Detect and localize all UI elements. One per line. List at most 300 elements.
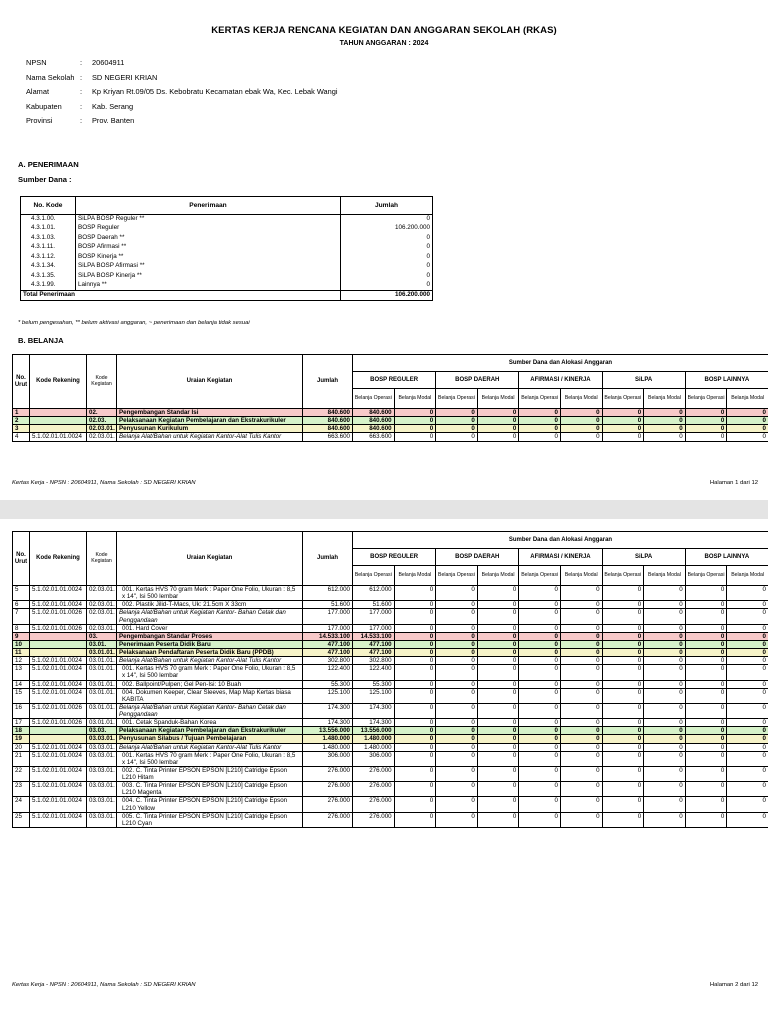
row-alokasi-value: 0	[602, 433, 644, 441]
penerimaan-total-row	[21, 291, 433, 301]
row-kode-rekening: 5.1.02.01.01.0024	[30, 665, 87, 680]
header-belanja-modal: Belanja Modal	[644, 389, 686, 409]
header-group: AFIRMASI / KINERJA	[519, 549, 602, 566]
row-alokasi-value: 0	[685, 727, 727, 735]
belanja-row	[13, 727, 768, 735]
penerimaan-amount: 106.200.000	[341, 224, 433, 234]
row-alokasi-value: 174.300	[353, 719, 395, 727]
row-no: 16	[13, 703, 30, 718]
row-no: 11	[13, 649, 30, 657]
row-kode-rekening: 5.1.02.01.01.0024	[30, 657, 87, 665]
row-kode-kegiatan: 03.	[87, 632, 117, 640]
row-kode-rekening	[30, 727, 87, 735]
row-no: 4	[13, 433, 30, 441]
row-alokasi-value: 0	[436, 640, 478, 648]
row-alokasi-value: 13.556.000	[353, 727, 395, 735]
row-alokasi-value: 0	[560, 812, 602, 827]
row-jumlah: 13.556.000	[303, 727, 353, 735]
row-alokasi-value: 0	[727, 657, 768, 665]
row-alokasi-value: 0	[685, 782, 727, 797]
row-kode-rekening: 5.1.02.01.01.0024	[30, 601, 87, 609]
row-uraian: 001. Cetak Spanduk-Bahan Korea	[117, 719, 303, 727]
belanja-table-page-1	[12, 354, 768, 442]
penerimaan-code: 4.3.1.34.	[21, 262, 76, 272]
row-alokasi-value: 0	[685, 735, 727, 743]
row-alokasi-value: 177.000	[353, 624, 395, 632]
row-alokasi-value: 0	[519, 665, 561, 680]
row-alokasi-value: 0	[519, 586, 561, 601]
row-alokasi-value: 0	[602, 657, 644, 665]
row-uraian: Pengembangan Standar Isi	[117, 409, 303, 417]
row-no: 15	[13, 688, 30, 703]
row-kode-rekening: 5.1.02.01.01.0024	[30, 586, 87, 601]
row-alokasi-value: 0	[519, 727, 561, 735]
row-alokasi-value: 0	[436, 601, 478, 609]
school-info	[26, 58, 338, 131]
row-alokasi-value: 0	[560, 665, 602, 680]
row-kode-kegiatan: 02.03.01.	[87, 601, 117, 609]
row-alokasi-value: 0	[602, 743, 644, 751]
header-jumlah: Jumlah	[341, 197, 433, 215]
penerimaan-code: 4.3.1.35.	[21, 272, 76, 282]
row-alokasi-value: 0	[602, 409, 644, 417]
header-group: BOSP LAINNYA	[685, 372, 768, 389]
row-alokasi-value: 0	[394, 782, 436, 797]
row-alokasi-value: 0	[602, 766, 644, 781]
row-alokasi-value: 0	[602, 640, 644, 648]
row-alokasi-value: 0	[477, 632, 519, 640]
row-alokasi-value: 0	[727, 766, 768, 781]
row-uraian: 003. C. Tinta Printer EPSON EPSON [L210] Catridge Epson L210 Magenta	[117, 782, 303, 797]
belanja-row	[13, 797, 768, 812]
row-kode-rekening	[30, 632, 87, 640]
row-uraian: Pengembangan Standar Proses	[117, 632, 303, 640]
row-no: 21	[13, 751, 30, 766]
row-jumlah: 174.300	[303, 703, 353, 718]
row-alokasi-value: 0	[477, 657, 519, 665]
belanja-row	[13, 735, 768, 743]
row-alokasi-value: 0	[394, 680, 436, 688]
row-alokasi-value: 0	[560, 601, 602, 609]
row-alokasi-value: 0	[394, 433, 436, 441]
row-alokasi-value: 0	[394, 727, 436, 735]
penerimaan-code: 4.3.1.11.	[21, 243, 76, 253]
belanja-row	[13, 586, 768, 601]
row-alokasi-value: 0	[560, 719, 602, 727]
row-kode-kegiatan: 03.03.	[87, 727, 117, 735]
row-alokasi-value: 0	[727, 425, 768, 433]
section-b-title: B. BELANJA	[18, 336, 64, 345]
row-no: 18	[13, 727, 30, 735]
row-kode-rekening: 5.1.02.01.01.0026	[30, 624, 87, 632]
row-alokasi-value: 0	[519, 409, 561, 417]
row-alokasi-value: 14.533.100	[353, 632, 395, 640]
row-alokasi-value: 0	[685, 417, 727, 425]
row-alokasi-value: 0	[602, 751, 644, 766]
row-alokasi-value: 0	[519, 640, 561, 648]
penerimaan-name: Lainnya **	[76, 281, 341, 291]
row-no: 2	[13, 417, 30, 425]
row-no: 25	[13, 812, 30, 827]
row-kode-kegiatan: 02.03.01.	[87, 425, 117, 433]
row-no: 5	[13, 586, 30, 601]
row-alokasi-value: 0	[560, 703, 602, 718]
row-alokasi-value: 0	[436, 657, 478, 665]
row-kode-rekening: 5.1.02.01.01.0024	[30, 433, 87, 441]
row-alokasi-value: 0	[477, 433, 519, 441]
row-alokasi-value: 0	[436, 433, 478, 441]
document-page-1	[0, 0, 768, 500]
row-alokasi-value: 0	[560, 680, 602, 688]
row-alokasi-value: 0	[644, 417, 686, 425]
row-alokasi-value: 0	[519, 735, 561, 743]
row-alokasi-value: 0	[602, 601, 644, 609]
header-sumber-dana: Sumber Dana dan Alokasi Anggaran	[353, 532, 768, 549]
info-row-provinsi: Provinsi : Prov. Banten	[26, 116, 135, 125]
row-alokasi-value: 0	[394, 703, 436, 718]
row-alokasi-value: 0	[519, 624, 561, 632]
row-alokasi-value: 0	[685, 425, 727, 433]
row-alokasi-value: 0	[477, 766, 519, 781]
penerimaan-code: 4.3.1.03.	[21, 234, 76, 244]
row-alokasi-value: 0	[394, 425, 436, 433]
row-alokasi-value: 0	[602, 797, 644, 812]
header-group: AFIRMASI / KINERJA	[519, 372, 602, 389]
row-alokasi-value: 663.600	[353, 433, 395, 441]
row-alokasi-value: 0	[602, 680, 644, 688]
header-belanja-modal: Belanja Modal	[644, 566, 686, 586]
belanja-row	[13, 782, 768, 797]
penerimaan-name: SiLPA BOSP Reguler **	[76, 215, 341, 225]
row-alokasi-value: 0	[436, 782, 478, 797]
belanja-row	[13, 609, 768, 624]
row-jumlah: 1.480.000	[303, 735, 353, 743]
row-no: 10	[13, 640, 30, 648]
belanja-row	[13, 624, 768, 632]
belanja-row	[13, 632, 768, 640]
row-alokasi-value: 0	[644, 601, 686, 609]
row-alokasi-value: 0	[644, 782, 686, 797]
row-uraian: Belanja Alat/Bahan untuk Kegiatan Kantor- Bahan Cetak dan Penggandaan	[117, 703, 303, 718]
row-alokasi-value: 0	[477, 601, 519, 609]
row-alokasi-value: 0	[644, 665, 686, 680]
row-alokasi-value: 0	[477, 688, 519, 703]
row-alokasi-value: 0	[727, 601, 768, 609]
row-alokasi-value: 0	[394, 766, 436, 781]
row-uraian: Penyusunan Silabus / Tujuan Pembelajaran	[117, 735, 303, 743]
row-alokasi-value: 0	[685, 632, 727, 640]
row-alokasi-value: 0	[560, 727, 602, 735]
penerimaan-amount: 0	[341, 281, 433, 291]
row-alokasi-value: 0	[727, 680, 768, 688]
row-alokasi-value: 0	[727, 632, 768, 640]
row-kode-kegiatan: 03.01.01.	[87, 657, 117, 665]
belanja-row	[13, 766, 768, 781]
row-alokasi-value: 0	[477, 703, 519, 718]
belanja-row	[13, 601, 768, 609]
header-group: BOSP LAINNYA	[685, 549, 768, 566]
row-kode-kegiatan: 03.03.01.	[87, 782, 117, 797]
penerimaan-amount: 0	[341, 253, 433, 263]
row-alokasi-value: 0	[436, 719, 478, 727]
row-alokasi-value: 0	[644, 649, 686, 657]
row-no: 13	[13, 665, 30, 680]
row-alokasi-value: 177.000	[353, 609, 395, 624]
header-group: SiLPA	[602, 372, 685, 389]
row-alokasi-value: 0	[727, 719, 768, 727]
row-alokasi-value: 0	[560, 743, 602, 751]
row-alokasi-value: 0	[602, 782, 644, 797]
row-alokasi-value: 0	[602, 665, 644, 680]
footnote: * belum pengesahan, ** belum aktivasi anggaran, ~ penerimaan dan belanja tidak sesuai	[18, 320, 250, 326]
page-footer: Kertas Kerja - NPSN : 20604911, Nama Sekolah : SD NEGERI KRIAN Halaman 1 dari 12	[12, 480, 758, 486]
header-uraian: Uraian Kegiatan	[117, 355, 303, 409]
info-row-kabupaten: Kabupaten : Kab. Serang	[26, 101, 134, 111]
row-alokasi-value: 0	[602, 688, 644, 703]
row-alokasi-value: 0	[685, 640, 727, 648]
info-row-alamat: Alamat : Kp Kriyan Rt.09/05 Ds. Kebobratu Kecamatan ebak Wa, Kec. Lebak Wangi	[26, 87, 338, 96]
row-jumlah: 306.000	[303, 751, 353, 766]
row-uraian: 001. Kertas HVS 70 gram Merk : Paper One Folio, Ukuran : 8,5 x 14", Isi 500 lembar	[117, 665, 303, 680]
row-uraian: 002. Ballpoint/Pulpen; Gel Pen-Isi: 10 Buah	[117, 680, 303, 688]
row-alokasi-value: 0	[685, 703, 727, 718]
row-alokasi-value: 276.000	[353, 782, 395, 797]
penerimaan-row	[21, 253, 433, 263]
row-alokasi-value: 276.000	[353, 812, 395, 827]
penerimaan-name: BOSP Afirmasi **	[76, 243, 341, 253]
row-uraian: 004. C. Tinta Printer EPSON EPSON [L210] Catridge Epson L210 Yellow	[117, 797, 303, 812]
row-alokasi-value: 0	[519, 649, 561, 657]
row-alokasi-value: 0	[477, 425, 519, 433]
row-jumlah: 276.000	[303, 812, 353, 827]
row-alokasi-value: 840.600	[353, 417, 395, 425]
row-alokasi-value: 0	[436, 632, 478, 640]
penerimaan-row	[21, 243, 433, 253]
row-alokasi-value: 0	[394, 665, 436, 680]
penerimaan-row	[21, 215, 433, 225]
row-alokasi-value: 0	[685, 719, 727, 727]
row-alokasi-value: 0	[394, 409, 436, 417]
row-uraian: Penerimaan Peserta Didik Baru	[117, 640, 303, 648]
belanja-row	[13, 743, 768, 751]
belanja-row	[13, 719, 768, 727]
row-alokasi-value: 0	[685, 766, 727, 781]
row-kode-rekening	[30, 425, 87, 433]
row-alokasi-value: 0	[436, 797, 478, 812]
row-alokasi-value: 0	[727, 812, 768, 827]
row-uraian: Belanja Alat/Bahan untuk Kegiatan Kantor-Alat Tulis Kantor	[117, 433, 303, 441]
row-alokasi-value: 0	[727, 735, 768, 743]
belanja-row	[13, 640, 768, 648]
row-kode-rekening	[30, 409, 87, 417]
row-kode-kegiatan: 02.03.01.	[87, 609, 117, 624]
penerimaan-row	[21, 272, 433, 282]
row-alokasi-value: 0	[477, 586, 519, 601]
row-uraian: Belanja Alat/Bahan untuk Kegiatan Kantor- Bahan Cetak dan Penggandaan	[117, 609, 303, 624]
row-uraian: 001. Kertas HVS 70 gram Merk : Paper One Folio, Ukuran : 8,5 x 14", Isi 500 lembar	[117, 751, 303, 766]
section-a-title: A. PENERIMAAN	[18, 160, 79, 169]
row-alokasi-value: 0	[560, 649, 602, 657]
row-alokasi-value: 0	[436, 688, 478, 703]
row-alokasi-value: 0	[477, 409, 519, 417]
row-jumlah: 477.100	[303, 640, 353, 648]
header-group: BOSP DAERAH	[436, 549, 519, 566]
page-separator	[0, 500, 768, 519]
row-alokasi-value: 0	[602, 632, 644, 640]
row-alokasi-value: 0	[685, 812, 727, 827]
penerimaan-code: 4.3.1.99.	[21, 281, 76, 291]
row-no: 6	[13, 601, 30, 609]
row-jumlah: 177.000	[303, 624, 353, 632]
row-alokasi-value: 0	[727, 665, 768, 680]
row-uraian: Pelaksanaan Kegiatan Pembelajaran dan Ekstrakurikuler	[117, 727, 303, 735]
row-alokasi-value: 0	[727, 433, 768, 441]
row-alokasi-value: 0	[477, 665, 519, 680]
row-alokasi-value: 0	[602, 727, 644, 735]
row-jumlah: 122.400	[303, 665, 353, 680]
row-alokasi-value: 306.000	[353, 751, 395, 766]
row-alokasi-value: 477.100	[353, 649, 395, 657]
row-uraian: 005. C. Tinta Printer EPSON EPSON [L210] Catridge Epson L210 Cyan	[117, 812, 303, 827]
row-alokasi-value: 0	[436, 649, 478, 657]
belanja-row	[13, 665, 768, 680]
row-alokasi-value: 0	[685, 743, 727, 751]
row-kode-rekening: 5.1.02.01.01.0024	[30, 688, 87, 703]
row-alokasi-value: 0	[519, 657, 561, 665]
row-alokasi-value: 0	[727, 586, 768, 601]
row-alokasi-value: 0	[560, 766, 602, 781]
row-alokasi-value: 0	[685, 409, 727, 417]
row-kode-rekening: 5.1.02.01.01.0026	[30, 609, 87, 624]
row-alokasi-value: 0	[727, 751, 768, 766]
penerimaan-name: BOSP Reguler	[76, 224, 341, 234]
row-alokasi-value: 302.800	[353, 657, 395, 665]
row-alokasi-value: 55.300	[353, 680, 395, 688]
belanja-row	[13, 703, 768, 718]
row-alokasi-value: 0	[519, 601, 561, 609]
row-kode-kegiatan: 03.01.01.	[87, 703, 117, 718]
row-alokasi-value: 0	[644, 409, 686, 417]
document-subtitle: TAHUN ANGGARAN : 2024	[339, 40, 429, 47]
row-alokasi-value: 0	[436, 727, 478, 735]
row-alokasi-value: 0	[394, 719, 436, 727]
row-alokasi-value: 0	[644, 812, 686, 827]
row-jumlah: 663.600	[303, 433, 353, 441]
header-belanja-modal: Belanja Modal	[560, 389, 602, 409]
header-belanja-modal: Belanja Modal	[560, 566, 602, 586]
row-alokasi-value: 0	[685, 649, 727, 657]
header-belanja-modal: Belanja Modal	[477, 566, 519, 586]
row-alokasi-value: 0	[436, 680, 478, 688]
row-jumlah: 276.000	[303, 797, 353, 812]
row-alokasi-value: 0	[685, 609, 727, 624]
header-belanja-operasi: Belanja Operasi	[602, 566, 644, 586]
row-jumlah: 840.600	[303, 409, 353, 417]
row-alokasi-value: 0	[644, 688, 686, 703]
row-alokasi-value: 0	[477, 649, 519, 657]
page-footer: Kertas Kerja - NPSN : 20604911, Nama Sekolah : SD NEGERI KRIAN Halaman 2 dari 12	[12, 982, 758, 988]
row-alokasi-value: 0	[602, 719, 644, 727]
row-no: 17	[13, 719, 30, 727]
row-alokasi-value: 0	[644, 586, 686, 601]
row-no: 12	[13, 657, 30, 665]
row-alokasi-value: 0	[644, 425, 686, 433]
row-alokasi-value: 0	[644, 703, 686, 718]
row-uraian: Pelaksanaan Kegiatan Pembelajaran dan Ekstrakurikuler	[117, 417, 303, 425]
row-alokasi-value: 0	[644, 609, 686, 624]
row-kode-rekening: 5.1.02.01.01.0026	[30, 703, 87, 718]
row-uraian: 002. Plastik Jilid-T-Macs, Uk: 21.5cm X 33cm	[117, 601, 303, 609]
header-belanja-modal: Belanja Modal	[394, 566, 436, 586]
row-alokasi-value: 0	[436, 766, 478, 781]
row-alokasi-value: 0	[560, 688, 602, 703]
row-kode-kegiatan: 03.03.01.	[87, 743, 117, 751]
belanja-row	[13, 657, 768, 665]
row-alokasi-value: 1.480.000	[353, 735, 395, 743]
row-alokasi-value: 0	[436, 609, 478, 624]
row-uraian: 002. C. Tinta Printer EPSON EPSON [L210] Catridge Epson L210 Hitam	[117, 766, 303, 781]
row-alokasi-value: 0	[560, 609, 602, 624]
row-alokasi-value: 0	[519, 797, 561, 812]
row-alokasi-value: 0	[727, 640, 768, 648]
row-alokasi-value: 0	[560, 586, 602, 601]
row-alokasi-value: 0	[477, 735, 519, 743]
row-alokasi-value: 0	[477, 719, 519, 727]
row-alokasi-value: 0	[436, 409, 478, 417]
header-belanja-operasi: Belanja Operasi	[685, 566, 727, 586]
row-alokasi-value: 0	[436, 735, 478, 743]
row-alokasi-value: 0	[560, 409, 602, 417]
row-alokasi-value: 0	[519, 425, 561, 433]
row-uraian: Penyusunan Kurikulum	[117, 425, 303, 433]
row-kode-rekening: 5.1.02.01.01.0024	[30, 751, 87, 766]
row-no: 19	[13, 735, 30, 743]
row-no: 24	[13, 797, 30, 812]
row-alokasi-value: 1.480.000	[353, 743, 395, 751]
header-kode-kegiatan: Kode Kegiatan	[87, 355, 117, 409]
row-alokasi-value: 0	[685, 680, 727, 688]
row-alokasi-value: 0	[436, 812, 478, 827]
row-alokasi-value: 0	[436, 665, 478, 680]
row-alokasi-value: 0	[519, 609, 561, 624]
header-belanja-modal: Belanja Modal	[727, 389, 768, 409]
row-jumlah: 174.300	[303, 719, 353, 727]
row-alokasi-value: 0	[436, 586, 478, 601]
row-kode-rekening	[30, 649, 87, 657]
row-no: 8	[13, 624, 30, 632]
row-alokasi-value: 0	[644, 624, 686, 632]
row-alokasi-value: 0	[394, 688, 436, 703]
row-kode-rekening: 5.1.02.01.01.0024	[30, 812, 87, 827]
header-belanja-operasi: Belanja Operasi	[519, 389, 561, 409]
row-alokasi-value: 0	[685, 751, 727, 766]
belanja-row	[13, 425, 768, 433]
penerimaan-table	[20, 196, 433, 301]
total-label: Total Penerimaan	[21, 291, 341, 301]
row-jumlah: 302.800	[303, 657, 353, 665]
row-alokasi-value: 0	[727, 649, 768, 657]
belanja-row	[13, 680, 768, 688]
row-alokasi-value: 0	[477, 680, 519, 688]
header-kode-rekening: Kode Rekening	[30, 355, 87, 409]
row-kode-rekening: 5.1.02.01.01.0024	[30, 743, 87, 751]
row-alokasi-value: 0	[560, 782, 602, 797]
row-no: 20	[13, 743, 30, 751]
row-alokasi-value: 0	[602, 703, 644, 718]
header-jumlah: Jumlah	[303, 355, 353, 409]
row-alokasi-value: 0	[685, 624, 727, 632]
row-alokasi-value: 0	[727, 409, 768, 417]
